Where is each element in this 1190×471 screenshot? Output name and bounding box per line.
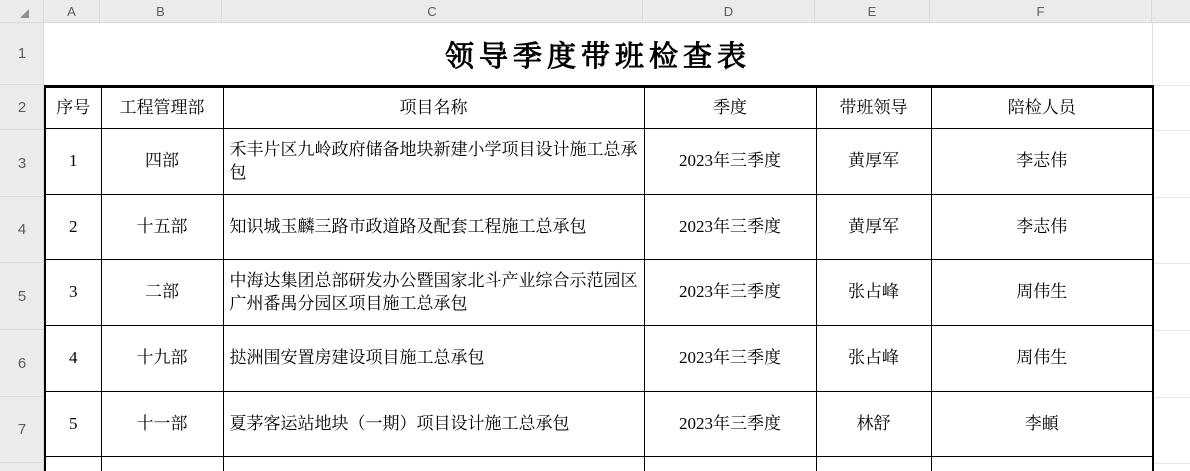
cell-empty[interactable] — [223, 457, 644, 471]
cell-project[interactable]: 中海达集团总部研发办公暨国家北斗产业综合示范园区广州番禺分园区项目施工总承包 — [223, 260, 644, 326]
column-header-d[interactable]: D — [643, 0, 815, 23]
header-dept[interactable]: 工程管理部 — [101, 87, 223, 129]
cell-serial[interactable]: 1 — [45, 129, 101, 195]
header-companion[interactable]: 陪检人员 — [931, 87, 1153, 129]
cell-leader[interactable]: 张占峰 — [816, 260, 931, 326]
cell-leader[interactable]: 黄厚军 — [816, 195, 931, 260]
table-row — [45, 195, 1153, 260]
cell-empty[interactable] — [816, 457, 931, 471]
row-header-partial[interactable] — [0, 463, 44, 471]
cell-dept[interactable]: 二部 — [101, 260, 223, 326]
cell-dept[interactable]: 十一部 — [101, 392, 223, 457]
row-header-6[interactable]: 6 — [0, 330, 44, 397]
cell-empty[interactable] — [644, 457, 816, 471]
column-header-b[interactable]: B — [100, 0, 222, 23]
column-header-e[interactable]: E — [815, 0, 930, 23]
header-quarter[interactable]: 季度 — [644, 87, 816, 129]
row-header-7[interactable]: 7 — [0, 397, 44, 463]
column-header-partial[interactable] — [1152, 0, 1190, 23]
gridline-vertical — [1152, 23, 1153, 85]
cell-dept[interactable]: 四部 — [101, 129, 223, 195]
column-header-f[interactable]: F — [930, 0, 1152, 23]
cell-leader[interactable]: 黄厚军 — [816, 129, 931, 195]
table-row-partial — [45, 457, 1153, 471]
cell-dept[interactable]: 十九部 — [101, 326, 223, 392]
cell-serial[interactable]: 2 — [45, 195, 101, 260]
select-all-corner[interactable] — [0, 0, 44, 23]
column-header-strip — [0, 0, 1190, 23]
header-leader[interactable]: 带班领导 — [816, 87, 931, 129]
cell-project[interactable]: 禾丰片区九岭政府储备地块新建小学项目设计施工总承包 — [223, 129, 644, 195]
cell-serial[interactable]: 4 — [45, 326, 101, 392]
cell-quarter[interactable]: 2023年三季度 — [644, 392, 816, 457]
cell-project[interactable]: 夏茅客运站地块（一期）项目设计施工总承包 — [223, 392, 644, 457]
header-project[interactable]: 项目名称 — [223, 87, 644, 129]
row-header-2[interactable]: 2 — [0, 85, 44, 130]
table-header-row — [45, 87, 1153, 129]
cell-companion[interactable]: 周伟生 — [931, 326, 1153, 392]
cell-empty[interactable] — [101, 457, 223, 471]
cell-leader[interactable]: 张占峰 — [816, 326, 931, 392]
cell-companion[interactable]: 李志伟 — [931, 195, 1153, 260]
header-serial[interactable]: 序号 — [45, 87, 101, 129]
cell-companion[interactable]: 李志伟 — [931, 129, 1153, 195]
row-header-strip — [0, 23, 44, 471]
row-header-3[interactable]: 3 — [0, 130, 44, 197]
cell-companion[interactable]: 李頔 — [931, 392, 1153, 457]
inspection-table — [44, 85, 1190, 471]
table-row — [45, 326, 1153, 392]
sheet-title-cell[interactable]: 领导季度带班检查表 — [44, 23, 1152, 85]
cell-quarter[interactable]: 2023年三季度 — [644, 129, 816, 195]
cell-project[interactable]: 挞洲围安置房建设项目施工总承包 — [223, 326, 644, 392]
table-row — [45, 392, 1153, 457]
select-all-triangle-icon — [20, 9, 29, 18]
table-row — [45, 129, 1153, 195]
row-header-1[interactable]: 1 — [0, 23, 44, 85]
cell-serial[interactable]: 5 — [45, 392, 101, 457]
column-header-c[interactable]: C — [222, 0, 643, 23]
cell-companion[interactable]: 周伟生 — [931, 260, 1153, 326]
table-row — [45, 260, 1153, 326]
cell-project[interactable]: 知识城玉麟三路市政道路及配套工程施工总承包 — [223, 195, 644, 260]
cell-leader[interactable]: 林舒 — [816, 392, 931, 457]
cell-quarter[interactable]: 2023年三季度 — [644, 260, 816, 326]
cell-quarter[interactable]: 2023年三季度 — [644, 195, 816, 260]
cell-serial[interactable]: 3 — [45, 260, 101, 326]
cell-dept[interactable]: 十五部 — [101, 195, 223, 260]
cell-quarter[interactable]: 2023年三季度 — [644, 326, 816, 392]
row-header-4[interactable]: 4 — [0, 197, 44, 263]
cell-empty[interactable] — [931, 457, 1153, 471]
cell-empty[interactable] — [45, 457, 101, 471]
column-header-a[interactable]: A — [44, 0, 100, 23]
row-header-5[interactable]: 5 — [0, 263, 44, 330]
